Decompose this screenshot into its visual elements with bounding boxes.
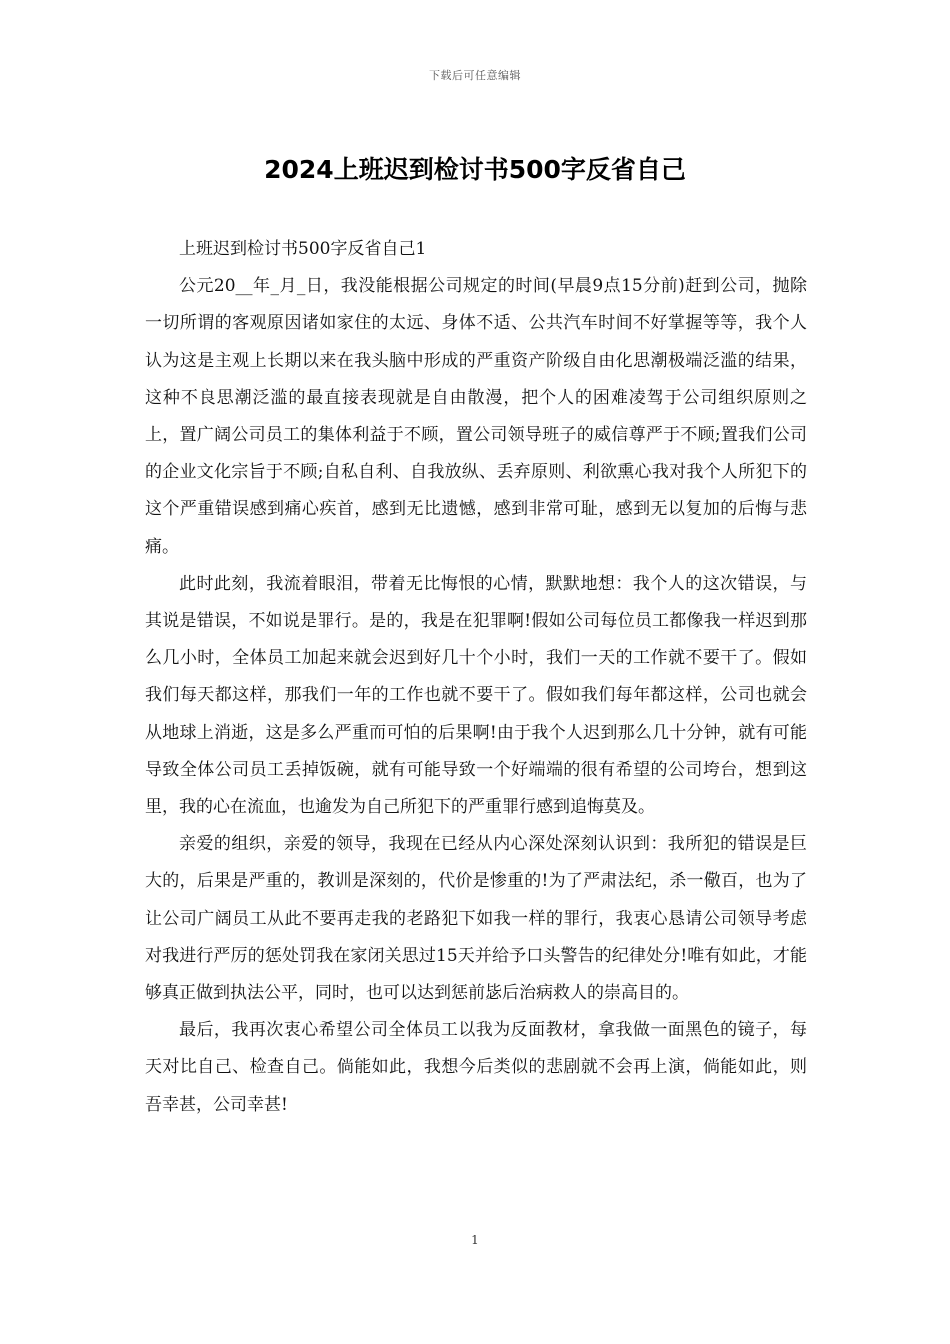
document-title: 2024上班迟到检讨书500字反省自己 [264,155,686,184]
header-note: 下载后可任意编辑 [429,69,521,82]
paragraph: 公元20__年_月_日，我没能根据公司规定的时间(早晨9点15分前)赶到公司，抛除一切所谓的客观原因诸如家住的太远、身体不适、公共汽车时间不好掌握等等，我个人认为这是主观上长期以来在我头脑中形成的严重资产阶级自由化思潮极端泛滥的结果，这种不良思潮泛滥的最直接表现就是自由散漫，把个人的困难凌驾于公司组织原则之上，置广阔公司员工的集体利益于不顾，置公司领导班子的威信尊严于不顾;置我们公司的企业文化宗旨于不顾;自私自利、自我放纵、丢弃原则、利欲熏心我对我个人所犯下的这个严重错误感到痛心疾首，感到无比遗憾，感到非常可耻，感到无以复加的后悔与悲痛。 [145,276,807,557]
paragraph: 最后，我再次衷心希望公司全体员工以我为反面教材，拿我做一面黑色的镜子，每天对比自己、检查自己。倘能如此，我想今后类似的悲剧就不会再上演，倘能如此，则吾幸甚，公司幸甚! [145,1020,807,1115]
page-number: 1 [471,1233,479,1247]
paragraph: 此时此刻，我流着眼泪，带着无比悔恨的心情，默默地想：我个人的这次错误，与其说是错误，不如说是罪行。是的，我是在犯罪啊!假如公司每位员工都像我一样迟到那么几小时，全体员工加起来就会迟到好几十个小时，我们一天的工作就不要干了。假如我们每天都这样，那我们一年的工作也就不要干了。假如我们每年都这样，公司也就会从地球上消逝，这是多么严重而可怕的后果啊!由于我个人迟到那么几十分钟，就有可能导致全体公司员工丢掉饭碗，就有可能导致一个好端端的很有希望的公司垮台，想到这里，我的心在流血，也逾发为自己所犯下的严重罪行感到追悔莫及。 [145,573,807,818]
section-heading: 上班迟到检讨书500字反省自己1 [179,239,427,259]
document-body [145,231,807,1124]
paragraph: 亲爱的组织，亲爱的领导，我现在已经从内心深处深刻认识到：我所犯的错误是巨大的，后果是严重的，教训是深刻的，代价是惨重的!为了严肃法纪，杀一儆百，也为了让公司广阔员工从此不要再走我的老路犯下如我一样的罪行，我衷心恳请公司领导考虑对我进行严厉的惩处罚我在家闭关思过15天并给予口头警告的纪律处分!唯有如此，才能够真正做到执法公平，同时，也可以达到惩前毖后治病救人的崇高目的。 [145,834,807,1004]
